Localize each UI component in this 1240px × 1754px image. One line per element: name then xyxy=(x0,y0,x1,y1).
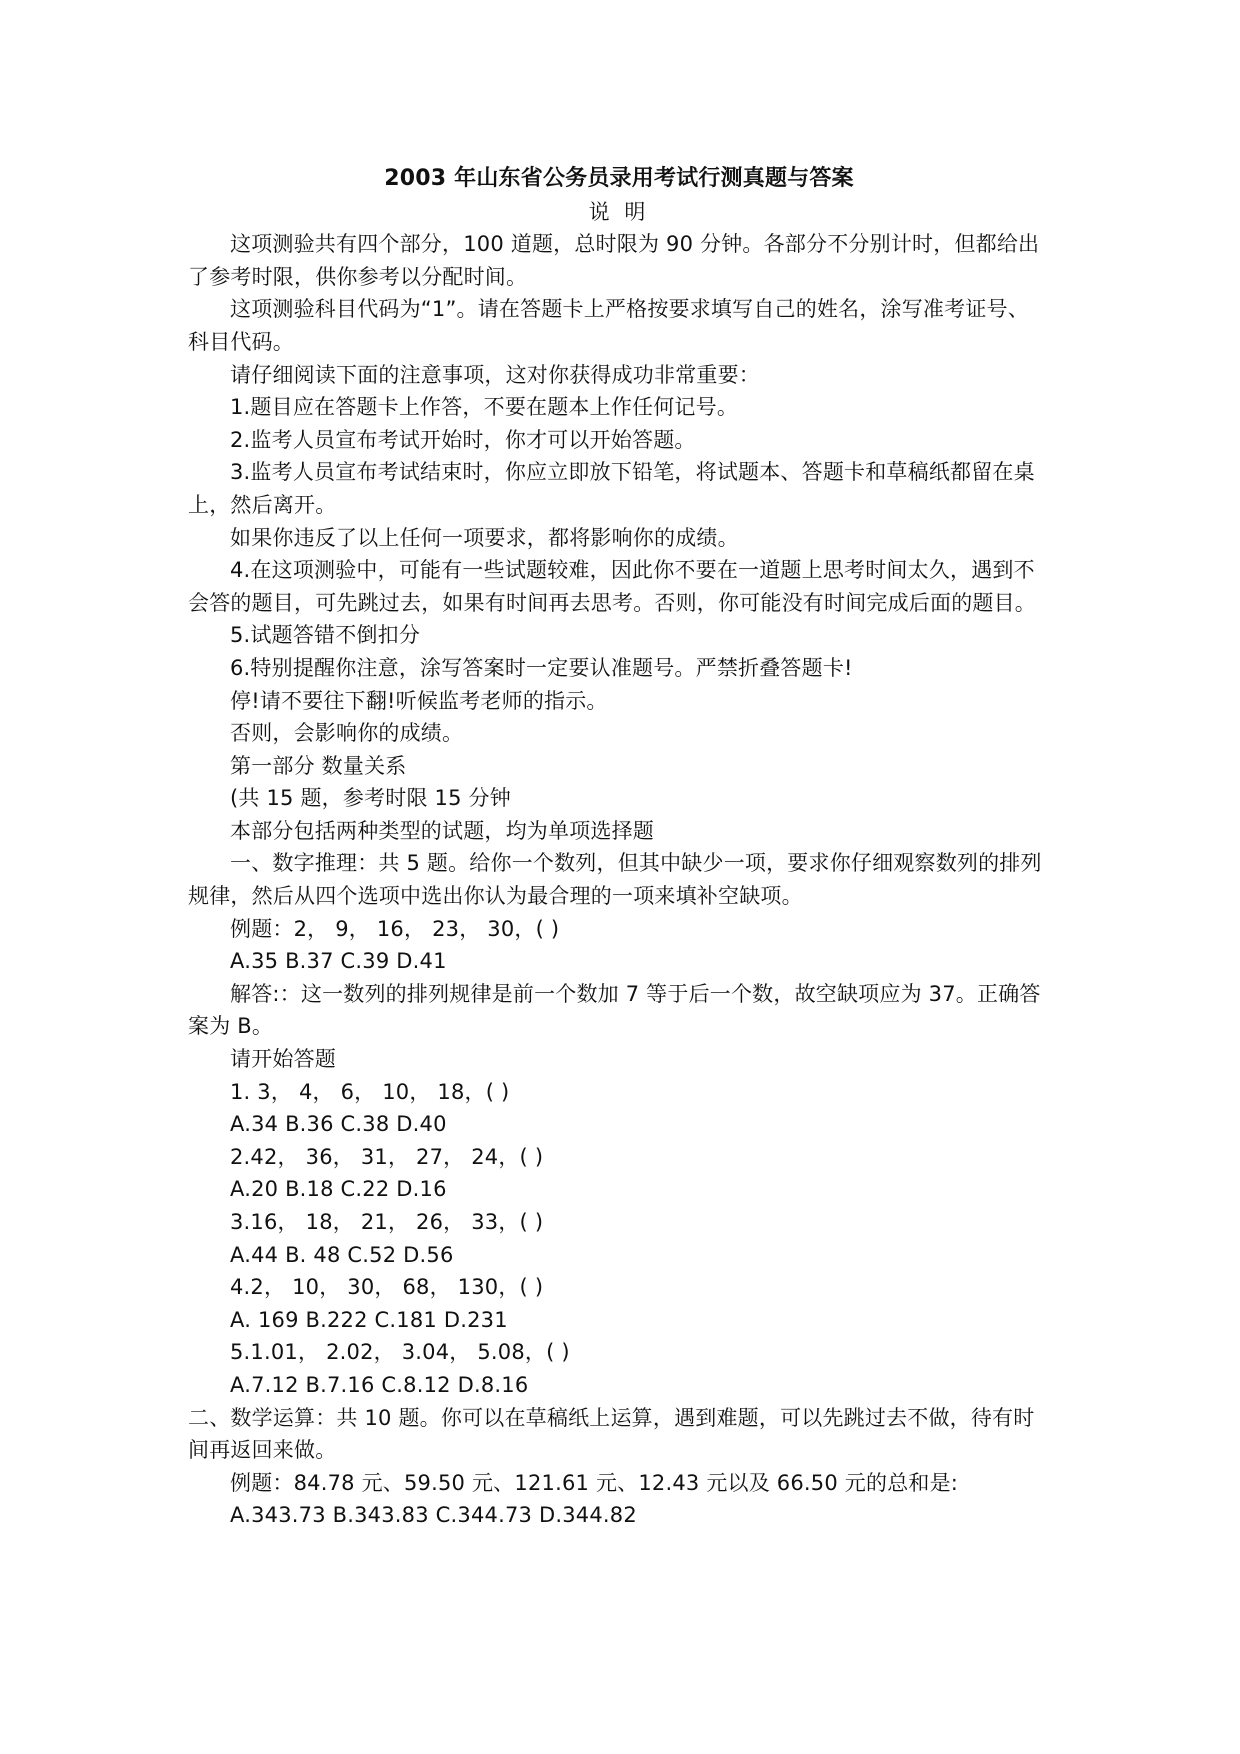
paragraph: 这项测验共有四个部分，100 道题，总时限为 90 分钟。各部分不分别计时，但都给出了参考时限，供你参考以分配时间。 xyxy=(188,232,1040,289)
paragraph: 5.1.01， 2.02， 3.04， 5.08，( ) xyxy=(230,1340,570,1365)
paragraph: 4.在这项测验中，可能有一些试题较难，因此你不要在一道题上思考时间太久，遇到不会答的题目，可先跳过去，如果有时间再去思考。否则，你可能没有时间完成后面的题目。 xyxy=(188,558,1036,615)
paragraph: 如果你违反了以上任何一项要求，都将影响你的成绩。 xyxy=(230,525,739,550)
paragraph: 请仔细阅读下面的注意事项，这对你获得成功非常重要： xyxy=(230,362,760,387)
paragraph: 6.特别提醒你注意，涂写答案时一定要认准题号。严禁折叠答题卡! xyxy=(230,655,853,680)
document-body xyxy=(188,163,1050,1532)
paragraph: 2.42， 36， 31， 27， 24，( ) xyxy=(230,1144,544,1169)
paragraph: A.35 B.37 C.39 D.41 xyxy=(230,949,447,974)
paragraph: A. 169 B.222 C.181 D.231 xyxy=(230,1307,508,1332)
paragraph: A.343.73 B.343.83 C.344.73 D.344.82 xyxy=(230,1503,637,1528)
paragraph: (共 15 题，参考时限 15 分钟 xyxy=(230,786,511,811)
document-subtitle: 说 明 xyxy=(588,199,650,224)
paragraph: A.34 B.36 C.38 D.40 xyxy=(230,1112,447,1137)
paragraph: 第一部分 数量关系 xyxy=(230,753,407,778)
paragraph: 3.16， 18， 21， 26， 33，( ) xyxy=(230,1210,544,1234)
paragraph: A.20 B.18 C.22 D.16 xyxy=(230,1177,447,1202)
paragraph: 4.2， 10， 30， 68， 130，( ) xyxy=(230,1275,544,1300)
paragraph: 停!请不要往下翻!听候监考老师的指示。 xyxy=(230,688,608,713)
paragraph: 请开始答题 xyxy=(230,1047,336,1072)
paragraph: 1. 3， 4， 6， 10， 18，( ) xyxy=(230,1079,510,1104)
paragraph: 2.监考人员宣布考试开始时，你才可以开始答题。 xyxy=(230,427,696,452)
paragraph: 二、数学运算：共 10 题。你可以在草稿纸上运算，遇到难题，可以先跳过去不做，待有时间再返回来做。 xyxy=(188,1405,1035,1463)
paragraph: 例题：84.78 元、59.50 元、121.61 元、12.43 元以及 66.50 元的总和是: xyxy=(230,1470,959,1495)
paragraph: A.7.12 B.7.16 C.8.12 D.8.16 xyxy=(230,1372,529,1397)
paragraph: 5.试题答错不倒扣分 xyxy=(230,623,421,648)
paragraph-list xyxy=(188,228,1050,1532)
paragraph: A.44 B. 48 C.52 D.56 xyxy=(230,1242,454,1267)
paragraph: 3.监考人员宣布考试结束时，你应立即放下铅笔，将试题本、答题卡和草稿纸都留在桌上，然后离开。 xyxy=(188,460,1035,517)
document-title: 2003 年山东省公务员录用考试行测真题与答案 xyxy=(384,166,854,191)
paragraph: 例题：2， 9， 16， 23， 30，( ) xyxy=(230,916,560,941)
paragraph: 一、数字推理：共 5 题。给你一个数列，但其中缺少一项，要求你仔细观察数列的排列规律，然后从四个选项中选出你认为最合理的一项来填补空缺项。 xyxy=(188,851,1042,909)
paragraph: 否则，会影响你的成绩。 xyxy=(230,721,464,746)
paragraph: 1.题目应在答题卡上作答，不要在题本上作任何记号。 xyxy=(230,395,739,420)
paragraph: 解答:：这一数列的排列规律是前一个数加 7 等于后一个数，故空缺项应为 37。正确答案为 B。 xyxy=(188,981,1041,1039)
paragraph: 本部分包括两种类型的试题，均为单项选择题 xyxy=(230,818,654,843)
paragraph: 这项测验科目代码为“1”。请在答题卡上严格按要求填写自己的姓名，涂写准考证号、科目代码。 xyxy=(188,297,1029,354)
